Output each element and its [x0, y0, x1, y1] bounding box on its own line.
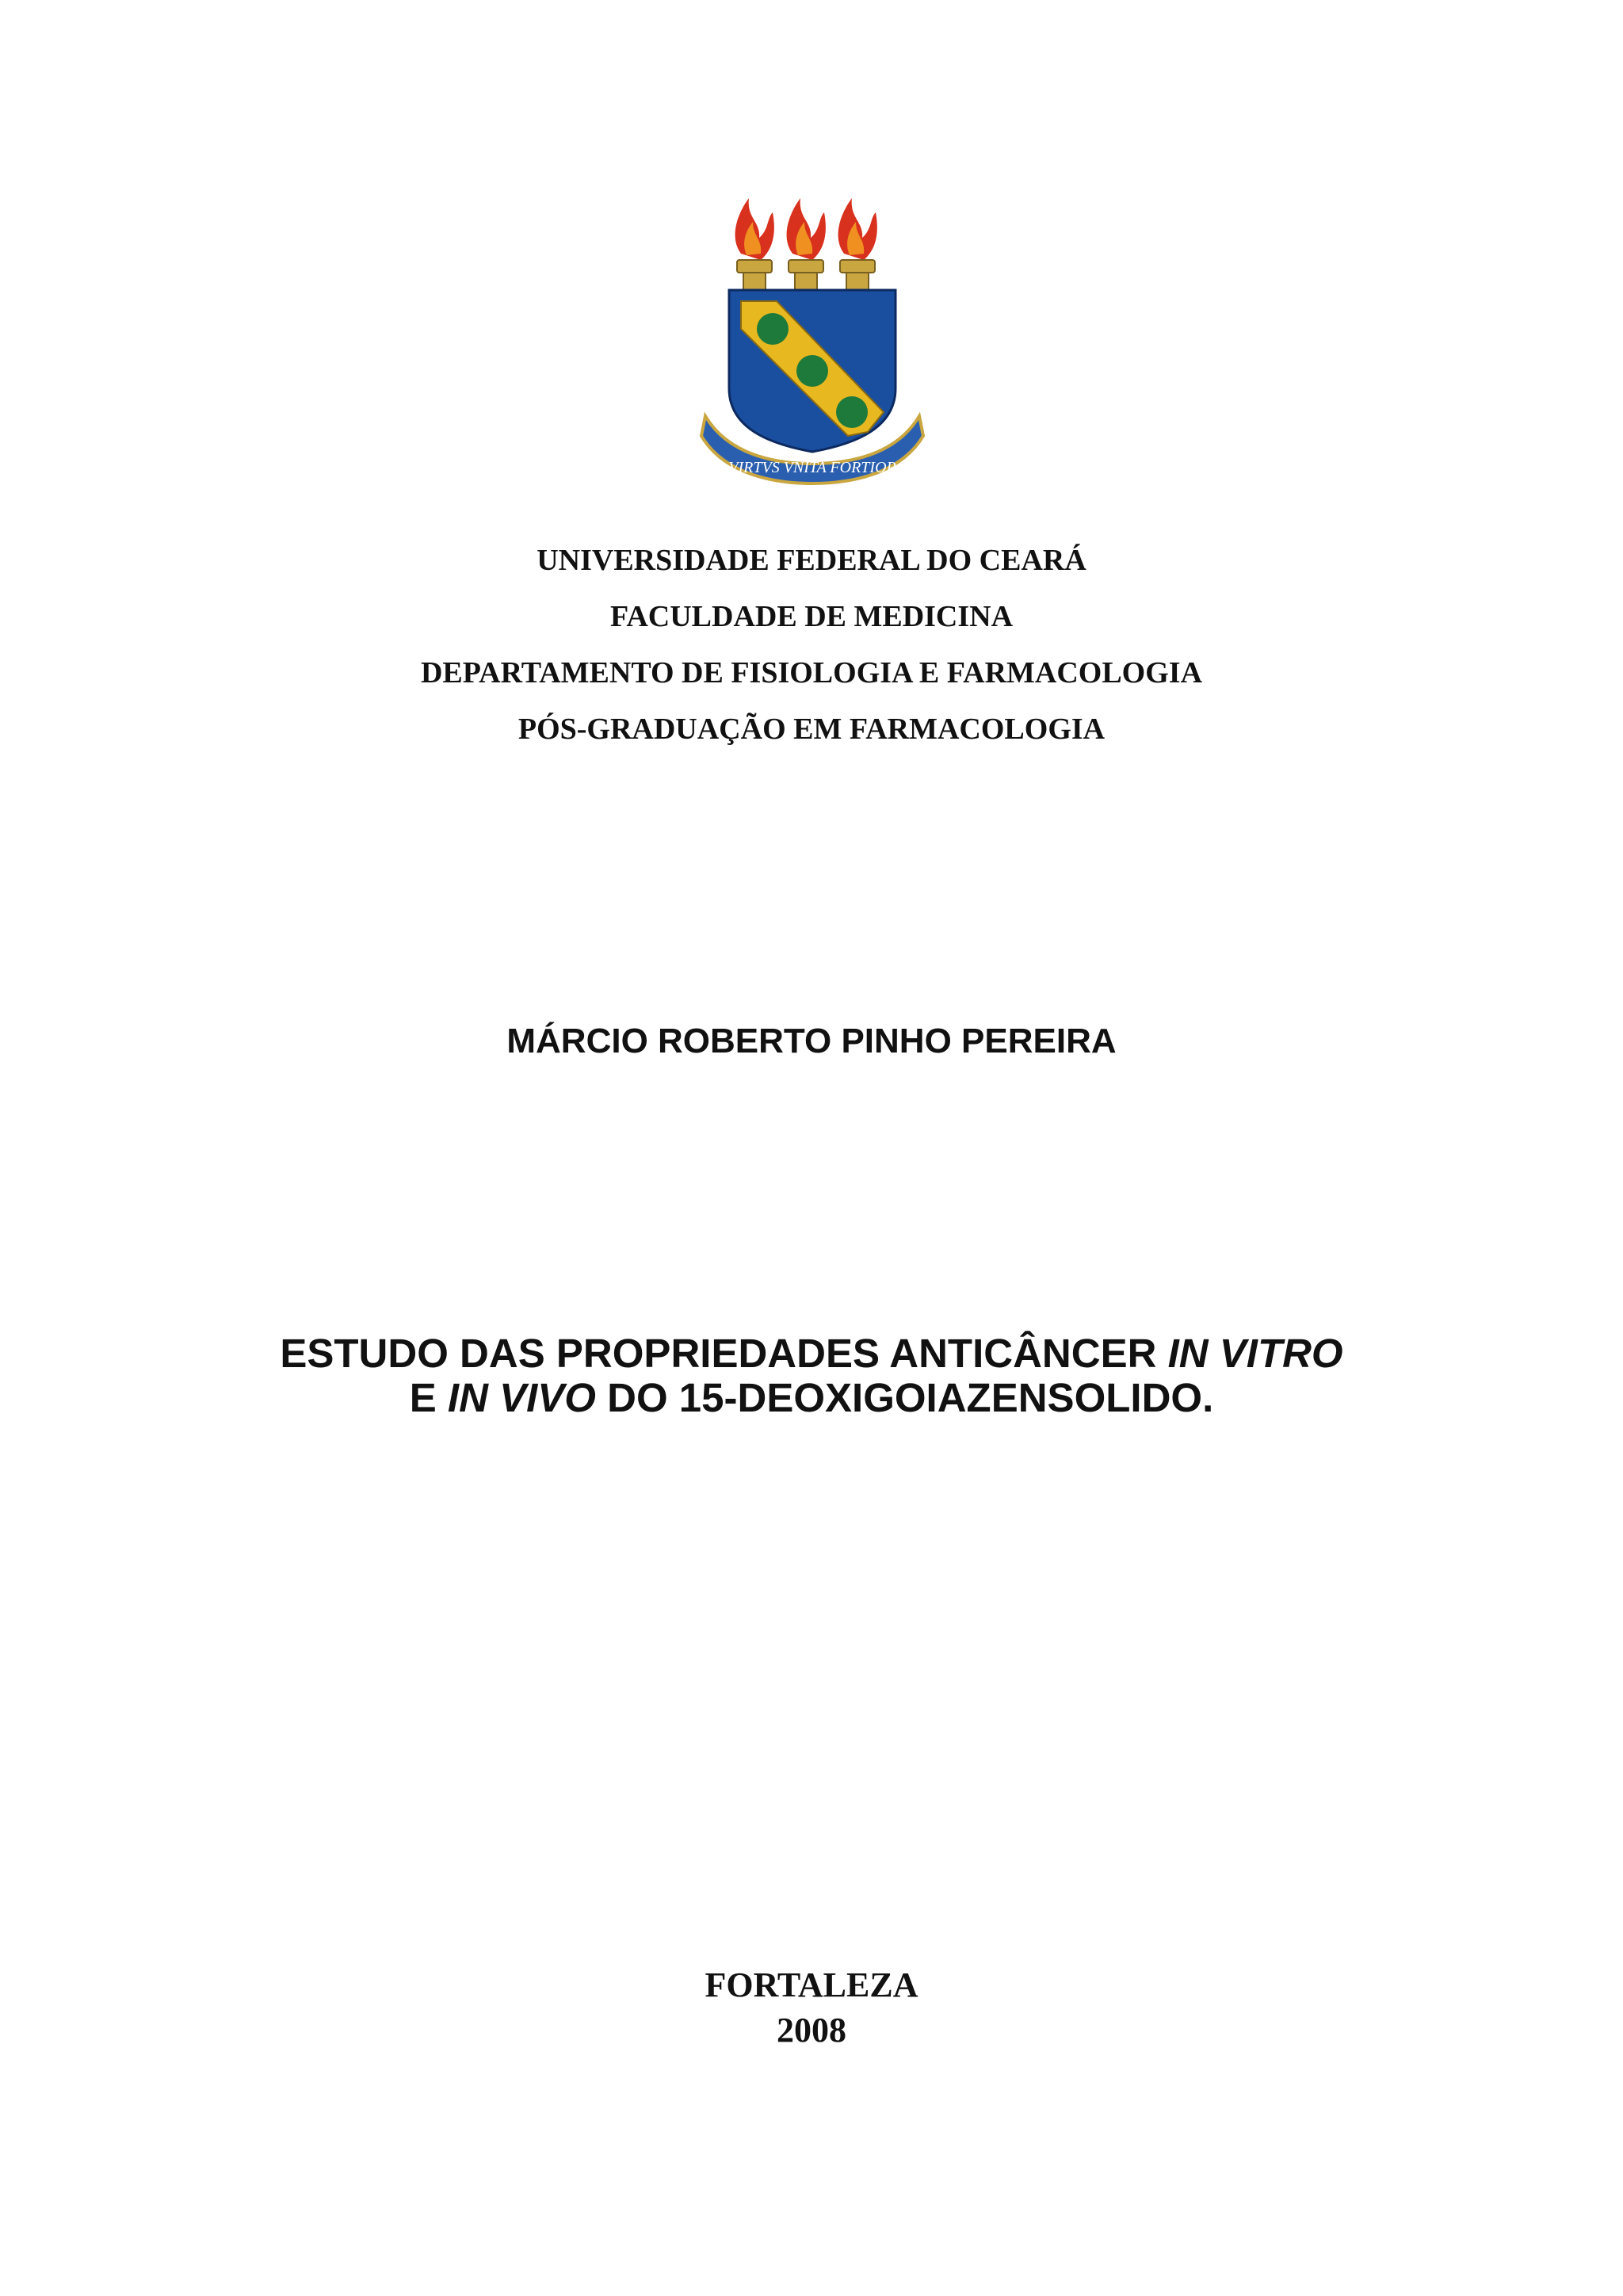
- institution-header: [0, 533, 1623, 758]
- title-line-1: [0, 1331, 1623, 1376]
- city: FORTALEZA: [705, 1966, 918, 2004]
- year: 2008: [777, 2011, 846, 2050]
- thesis-title: [0, 1331, 1623, 1420]
- title-text: DO 15-DEOXIGOIAZENSOLIDO.: [595, 1375, 1214, 1420]
- crest-graphic: [697, 190, 927, 491]
- title-italic-text: IN VIVO: [447, 1375, 596, 1420]
- ufc-crest-logo: [697, 190, 927, 491]
- footer-place-date: [0, 1962, 1623, 2053]
- program-name: PÓS-GRADUAÇÃO EM FARMACOLOGIA: [517, 712, 1106, 746]
- title-text: E: [409, 1375, 448, 1420]
- university-name: UNIVERSIDADE FEDERAL DO CEARÁ: [537, 544, 1086, 577]
- title-line-2: [0, 1376, 1623, 1420]
- department-name: DEPARTAMENTO DE FISIOLOGIA E FARMACOLOGIA: [420, 656, 1203, 690]
- faculty-name: FACULDADE DE MEDICINA: [609, 600, 1014, 633]
- torch-flames: [735, 198, 877, 260]
- crest-motto: VIRTVS VNITA FORTIOR: [728, 459, 896, 476]
- title-italic-text: IN VITRO: [1167, 1331, 1343, 1376]
- author-name: MÁRCIO ROBERTO PINHO PEREIRA: [506, 1022, 1117, 1060]
- title-text: ESTUDO DAS PROPRIEDADES ANTICÂNCER: [280, 1331, 1168, 1376]
- torch-cups: [737, 260, 875, 290]
